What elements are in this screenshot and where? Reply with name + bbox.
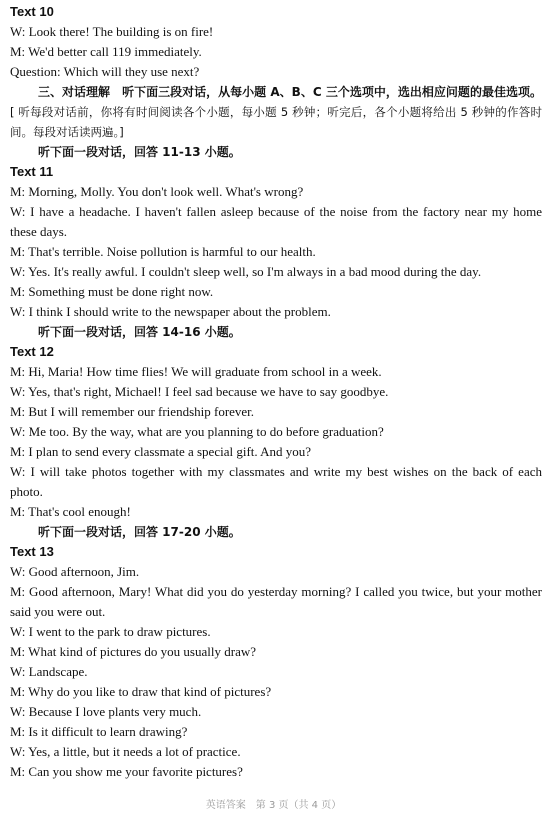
text12-title: Text 12 (10, 344, 54, 359)
dialogue-line: W: Yes, a little, but it needs a lot of practice. (10, 744, 241, 759)
dialogue-line: M: Hi, Maria! How time flies! We will graduate from school in a week. (10, 364, 382, 379)
dialogue-line: W: Good afternoon, Jim. (10, 564, 140, 579)
dialogue-line: W: Me too. By the way, what are you planning to do before graduation? (10, 424, 384, 439)
question-line: Question: Which will they use next? (10, 64, 200, 79)
dialogue-line: W: I think I should write to the newspaper about the problem. (10, 304, 331, 319)
dialogue-line: M: That's cool enough! (10, 504, 131, 519)
text13-title: Text 13 (10, 544, 54, 559)
dialogue-line: W: I have a headache. I haven't fallen asleep because of the noise from the factory near my home these days. (10, 204, 542, 239)
dialogue-line: M: Good afternoon, Mary! What did you do yesterday morning? I called you twice, but your mother said you were out. (10, 584, 542, 619)
dialogue-line: M: I plan to send every classmate a special gift. And you? (10, 444, 312, 459)
dialogue-line: M: Is it difficult to learn drawing? (10, 724, 188, 739)
dialogue-line: W: Because I love plants very much. (10, 704, 202, 719)
instruction-14-16: 听下面一段对话，回答 14-16 小题。 (38, 325, 241, 339)
dialogue-line: M: Morning, Molly. You don't look well. What's wrong? (10, 184, 304, 199)
text10-title: Text 10 (10, 4, 54, 19)
text13-dialogue (10, 562, 542, 782)
dialogue-line: M: Can you show me your favorite pictures? (10, 764, 243, 779)
page-footer: 英语答案 第 3 页（共 4 页） (205, 800, 342, 811)
document-page (10, 2, 542, 782)
dialogue-line: M: But I will remember our friendship forever. (10, 404, 255, 419)
dialogue-line: W: Look there! The building is on fire! (10, 24, 214, 39)
text11-title: Text 11 (10, 164, 54, 179)
text10-dialogue (10, 22, 542, 82)
instruction-11-13: 听下面一段对话，回答 11-13 小题。 (38, 145, 241, 159)
dialogue-line: M: Why do you like to draw that kind of pictures? (10, 684, 272, 699)
dialogue-line: M: Something must be done right now. (10, 284, 214, 299)
dialogue-line: W: I will take photos together with my classmates and write my best wishes on the back of each photo. (10, 464, 542, 499)
dialogue-line: W: I went to the park to draw pictures. (10, 624, 211, 639)
text11-dialogue (10, 182, 542, 322)
dialogue-line: W: Yes, that's right, Michael! I feel sad because we have to say goodbye. (10, 384, 389, 399)
dialogue-line: M: What kind of pictures do you usually draw? (10, 644, 256, 659)
dialogue-line: M: We'd better call 119 immediately. (10, 44, 202, 59)
section3-header (10, 82, 542, 142)
section3-note: [ 听每段对话前，你将有时间阅读各个小题，每小题 5 秒钟；听完后，各个小题将给出 5 秒钟的作答时间。每段对话读两遍。] (10, 105, 542, 139)
dialogue-line: W: Yes. It's really awful. I couldn't sleep well, so I'm always in a bad mood during the day. (10, 264, 482, 279)
instruction-17-20: 听下面一段对话，回答 17-20 小题。 (38, 525, 241, 539)
dialogue-line: W: Landscape. (10, 664, 88, 679)
text12-dialogue (10, 362, 542, 522)
section3-title: 三、对话理解 听下面三段对话，从每小题 A、B、C 三个选项中，选出相应问题的最佳选项。 (38, 85, 542, 99)
dialogue-line: M: That's terrible. Noise pollution is harmful to our health. (10, 244, 316, 259)
